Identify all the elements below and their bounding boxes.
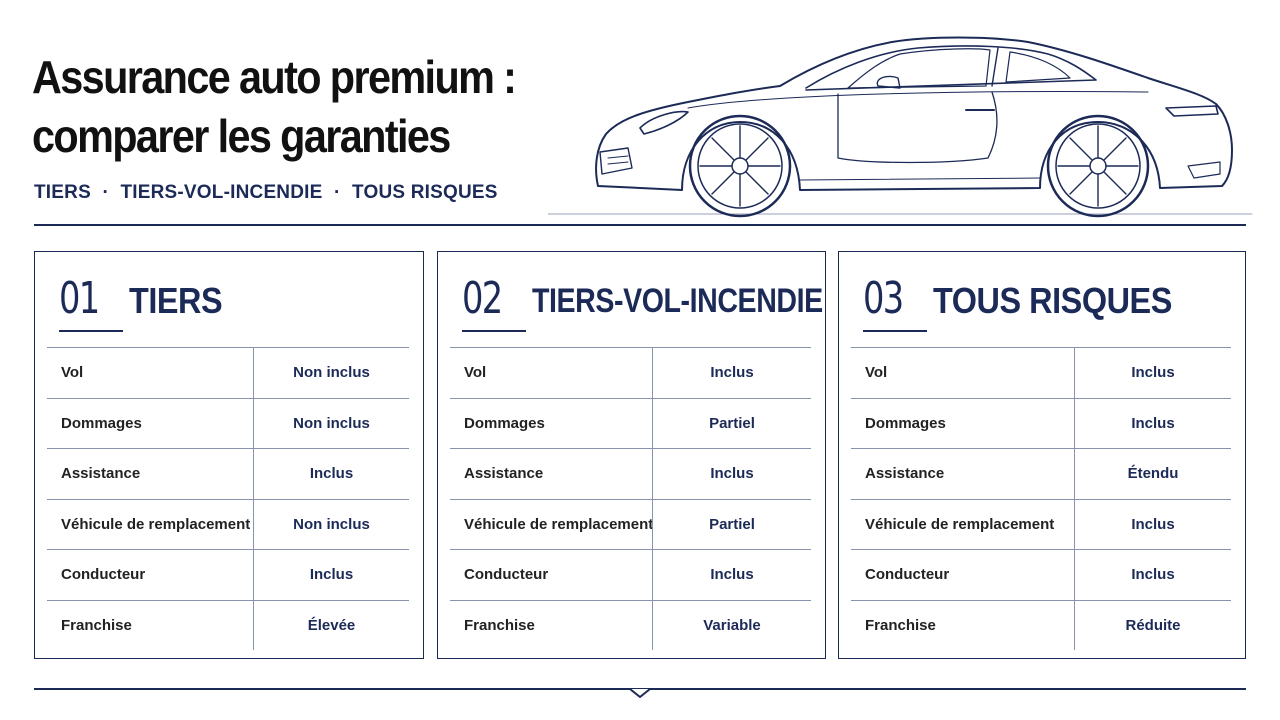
coverage-table bbox=[450, 347, 811, 650]
row-value: Inclus bbox=[652, 550, 811, 600]
row-label: Véhicule de remplacement bbox=[464, 515, 654, 533]
row-label: Conducteur bbox=[865, 566, 950, 584]
row-label: Conducteur bbox=[464, 566, 549, 584]
page-title-line-1: Assurance auto premium : bbox=[32, 51, 516, 103]
row-label: Dommages bbox=[865, 414, 946, 432]
row-value: Étendu bbox=[1074, 449, 1231, 499]
row-value: Variable bbox=[652, 601, 811, 651]
row-label: Assistance bbox=[865, 465, 945, 483]
card-number-underline bbox=[59, 330, 123, 332]
card-number: 03 bbox=[863, 273, 903, 324]
subtitle bbox=[34, 182, 498, 204]
table-row bbox=[47, 448, 409, 499]
row-label: Vol bbox=[865, 364, 888, 382]
row-value: Inclus bbox=[1074, 399, 1231, 449]
coverage-table bbox=[851, 347, 1231, 650]
card-title: TIERS-VOL-INCENDIE bbox=[532, 282, 823, 320]
row-label: Vol bbox=[61, 364, 84, 382]
table-row bbox=[47, 347, 409, 398]
row-value: Inclus bbox=[1074, 550, 1231, 600]
card-number: 02 bbox=[462, 273, 502, 324]
row-value: Non inclus bbox=[253, 399, 409, 449]
row-value: Inclus bbox=[1074, 348, 1231, 398]
card-header bbox=[863, 274, 1198, 334]
page-title-line-2: comparer les garanties bbox=[32, 110, 450, 162]
sports-car-illustration bbox=[548, 28, 1254, 224]
row-label: Dommages bbox=[61, 414, 142, 432]
row-label: Assistance bbox=[61, 465, 141, 483]
row-value: Élevée bbox=[253, 601, 409, 651]
card-title: TIERS bbox=[129, 280, 223, 321]
coverage-card-tiers-vol-incendie bbox=[437, 251, 826, 659]
coverage-card-tous-risques bbox=[838, 251, 1246, 659]
subtitle-item-tiers: TIERS bbox=[34, 182, 91, 203]
table-row bbox=[450, 398, 811, 449]
row-value: Non inclus bbox=[253, 348, 409, 398]
subtitle-item-tiers-vol-incendie: TIERS-VOL-INCENDIE bbox=[120, 182, 323, 203]
table-row bbox=[450, 347, 811, 398]
row-value: Inclus bbox=[652, 449, 811, 499]
row-value: Inclus bbox=[652, 348, 811, 398]
row-value: Partiel bbox=[652, 399, 811, 449]
row-label: Vol bbox=[464, 364, 487, 382]
row-label: Franchise bbox=[464, 616, 535, 634]
row-label: Franchise bbox=[61, 616, 132, 634]
table-row bbox=[851, 448, 1231, 499]
row-label: Dommages bbox=[464, 414, 545, 432]
row-value: Partiel bbox=[652, 500, 811, 550]
table-row bbox=[450, 499, 811, 550]
row-label: Assistance bbox=[464, 465, 544, 483]
table-row bbox=[47, 398, 409, 449]
row-value: Inclus bbox=[253, 449, 409, 499]
coverage-table bbox=[47, 347, 409, 650]
row-label: Véhicule de remplacement bbox=[61, 515, 251, 533]
header-divider bbox=[34, 224, 1246, 226]
card-title: TOUS RISQUES bbox=[933, 280, 1172, 321]
table-row bbox=[450, 448, 811, 499]
card-header bbox=[59, 274, 233, 334]
card-number: 01 bbox=[59, 273, 99, 324]
row-label: Véhicule de remplacement bbox=[865, 515, 1055, 533]
coverage-card-tiers bbox=[34, 251, 424, 659]
table-row bbox=[450, 549, 811, 600]
card-header bbox=[462, 274, 878, 334]
table-row bbox=[851, 549, 1231, 600]
row-value: Réduite bbox=[1074, 601, 1231, 651]
card-number-underline bbox=[863, 330, 927, 332]
card-number-underline bbox=[462, 330, 526, 332]
row-value: Non inclus bbox=[253, 500, 409, 550]
table-row bbox=[851, 347, 1231, 398]
row-value: Inclus bbox=[253, 550, 409, 600]
table-row bbox=[851, 398, 1231, 449]
row-label: Franchise bbox=[865, 616, 936, 634]
table-row bbox=[450, 600, 811, 651]
table-row bbox=[47, 549, 409, 600]
subtitle-separator: · bbox=[102, 182, 109, 203]
table-row bbox=[851, 600, 1231, 651]
subtitle-separator: · bbox=[334, 182, 341, 203]
subtitle-item-tous-risques: TOUS RISQUES bbox=[352, 182, 498, 203]
table-row bbox=[851, 499, 1231, 550]
row-label: Conducteur bbox=[61, 566, 146, 584]
table-row bbox=[47, 499, 409, 550]
row-value: Inclus bbox=[1074, 500, 1231, 550]
chevron-down-icon bbox=[630, 688, 650, 700]
table-row bbox=[47, 600, 409, 651]
